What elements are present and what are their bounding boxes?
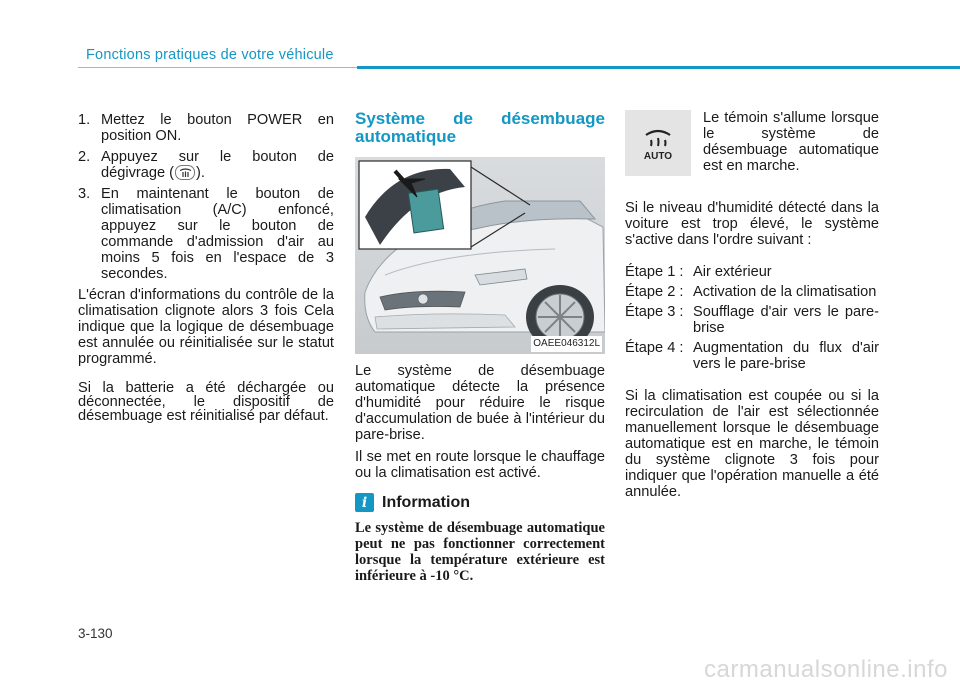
step-number: 3. [78,186,91,202]
defrost-button-icon [175,165,195,180]
step-text: Air extérieur [693,264,772,280]
svg-text:AUTO: AUTO [643,151,673,162]
system-description-paragraph: Le système de désembuage automatique détecte la présence d'humidité pour réduire le risque d'accumulation de buée à l'intérieur du pare-brise. [355,363,605,443]
watermark: carmanualsonline.info [704,656,948,683]
section-header-title: Fonctions pratiques de votre véhicule [86,47,334,63]
procedure-steps-list [78,112,334,282]
list-item [625,304,879,336]
list-item [78,186,334,282]
indicator-description: Le témoin s'allume lorsque le système de désembuage automatique est en marche. [703,110,879,174]
car-illustration-image [355,157,605,354]
list-item [625,264,879,280]
step-label: Étape 1 : [625,264,684,280]
step-number: 2. [78,149,91,165]
car-sensor-illustration [355,157,605,354]
step-text: Activation de la climatisation [693,284,877,300]
step-text: Appuyez sur le bouton de dégivrage ( ). [101,149,334,181]
reset-explanation-paragraph: L'écran d'informations du contrôle de la climatisation clignote alors 3 fois Cela indique que la logique de désembuage est annulée ou réinitialisée sur le statut programmé. [78,287,334,367]
right-column [625,110,879,506]
list-item [78,149,334,181]
list-item [625,284,879,300]
auto-defog-indicator-icon [625,110,691,176]
step-label: Étape 3 : [625,304,684,320]
step-text: Augmentation du flux d'air vers le pare-brise [693,340,879,372]
list-item [78,112,334,144]
page-number: 3-130 [78,626,113,641]
battery-reset-paragraph: Si la batterie a été déchargée ou déconnectée, le dispositif de désembuage est réinitialisé par défaut. [78,380,334,424]
activation-steps-list [625,264,879,372]
information-label: Information [382,493,470,511]
step-label: Étape 4 : [625,340,684,356]
step-text: Mettez le bouton POWER en position ON. [101,112,334,144]
step-text: Soufflage d'air vers le pare-brise [693,304,879,336]
section-title: Système de désembuage automatique [355,109,605,146]
left-column [78,112,334,429]
step-number: 1. [78,112,91,128]
figure-caption: OAEE046312L [531,336,602,352]
info-icon: i [355,493,374,512]
list-item [625,340,879,372]
header-rule-thick [357,66,960,69]
manual-override-paragraph: Si la climatisation est coupée ou si la recirculation de l'air est sélectionnée manuellement lorsque le désembuage automatique est en marche, le témoin du système clignote 3 fois pour indiquer que l'opération manuelle a été annulée. [625,388,879,500]
step-text: En maintenant le bouton de climatisation (A/C) enfoncé, appuyez sur le bouton de commande d'admission d'air au moins 5 fois en l'espace de 3 secondes. [101,186,334,282]
information-note: Le système de désembuage automatique peut ne pas fonctionner correctement lorsque la température extérieure est inférieure à -10 °C. [355,520,605,584]
activation-paragraph: Il se met en route lorsque le chauffage ou la climatisation est activé. [355,449,605,481]
middle-column [355,110,605,584]
step-label: Étape 2 : [625,284,684,300]
information-heading [355,493,605,512]
humidity-paragraph: Si le niveau d'humidité détecté dans la voiture est trop élevé, le système s'active dans l'ordre suivant : [625,200,879,248]
auto-defog-indicator-row [625,110,879,176]
